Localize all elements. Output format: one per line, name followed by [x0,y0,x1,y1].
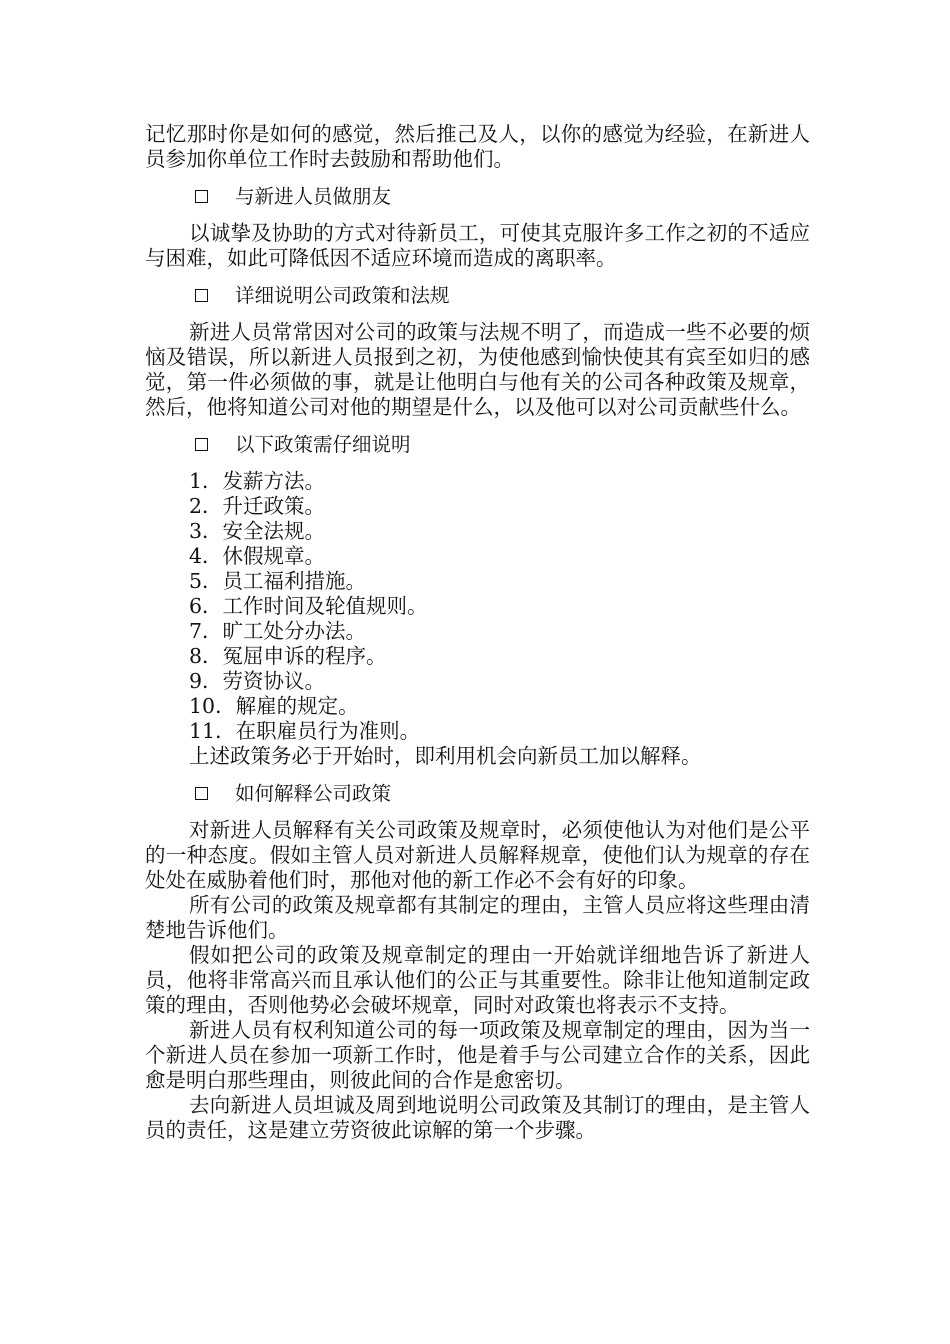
list-item: 11．在职雇员行为准则。 [189,719,421,743]
intro-paragraph: 记忆那时你是如何的感觉，然后推己及人，以你的感觉为经验，在新进人员参加你单位工作时去鼓励和帮助他们。 [145,122,810,171]
document-page [145,122,810,1143]
section-heading-text: 详细说明公司政策和法规 [235,284,450,307]
list-item: 10．解雇的规定。 [189,694,359,718]
list-item: 6．工作时间及轮值规则。 [189,594,428,618]
policy-list [145,469,810,744]
list-item: 3．安全法规。 [189,519,326,543]
section-heading-1 [145,184,810,209]
list-item: 9．劳资协议。 [189,669,326,693]
list-item: 8．冤屈申诉的程序。 [189,644,387,668]
section-heading-2 [145,283,810,308]
list-item: 1．发薪方法。 [189,469,326,493]
paragraph: 对新进人员解释有关公司政策及规章时，必须使他认为对他们是公平的一种态度。假如主管人员对新进人员解释规章，使他们认为规章的存在处处在威胁着他们时，那他对他的新工作必不会有好的印象。 [145,818,810,892]
list-item: 7．旷工处分办法。 [189,619,367,643]
section-heading-text: 以下政策需仔细说明 [235,433,411,456]
checkbox-icon [195,787,208,800]
list-item: 2．升迁政策。 [189,494,326,518]
checkbox-icon [195,438,208,451]
paragraph: 新进人员有权利知道公司的每一项政策及规章制定的理由，因为当一个新进人员在参加一项新工作时，他是着手与公司建立合作的关系，因此愈是明白那些理由，则彼此间的合作是愈密切。 [145,1018,810,1092]
list-item: 4．休假规章。 [189,544,326,568]
paragraph: 去向新进人员坦诚及周到地说明公司政策及其制订的理由，是主管人员的责任，这是建立劳资彼此谅解的第一个步骤。 [145,1093,810,1142]
checkbox-icon [195,289,208,302]
section-heading-text: 与新进人员做朋友 [235,185,392,208]
paragraph: 所有公司的政策及规章都有其制定的理由，主管人员应将这些理由清楚地告诉他们。 [145,893,810,942]
paragraph: 新进人员常常因对公司的政策与法规不明了，而造成一些不必要的烦恼及错误，所以新进人员报到之初，为使他感到愉快使其有宾至如归的感觉，第一件必须做的事，就是让他明白与他有关的公司各种政策及规章，然后，他将知道公司对他的期望是什么，以及他可以对公司贡献些什么。 [145,320,810,419]
paragraph: 上述政策务必于开始时，即利用机会向新员工加以解释。 [189,744,702,768]
section-heading-4 [145,781,810,806]
paragraph: 以诚挚及协助的方式对待新员工，可使其克服许多工作之初的不适应与困难，如此可降低因不适应环境而造成的离职率。 [145,221,810,270]
section-heading-3 [145,432,810,457]
paragraph: 假如把公司的政策及规章制定的理由一开始就详细地告诉了新进人员，他将非常高兴而且承认他们的公正与其重要性。除非让他知道制定政策的理由，否则他势必会破坏规章，同时对政策也将表示不支持。 [145,943,810,1017]
list-item: 5．员工福利措施。 [189,569,367,593]
section-heading-text: 如何解释公司政策 [235,782,392,805]
checkbox-icon [195,190,208,203]
